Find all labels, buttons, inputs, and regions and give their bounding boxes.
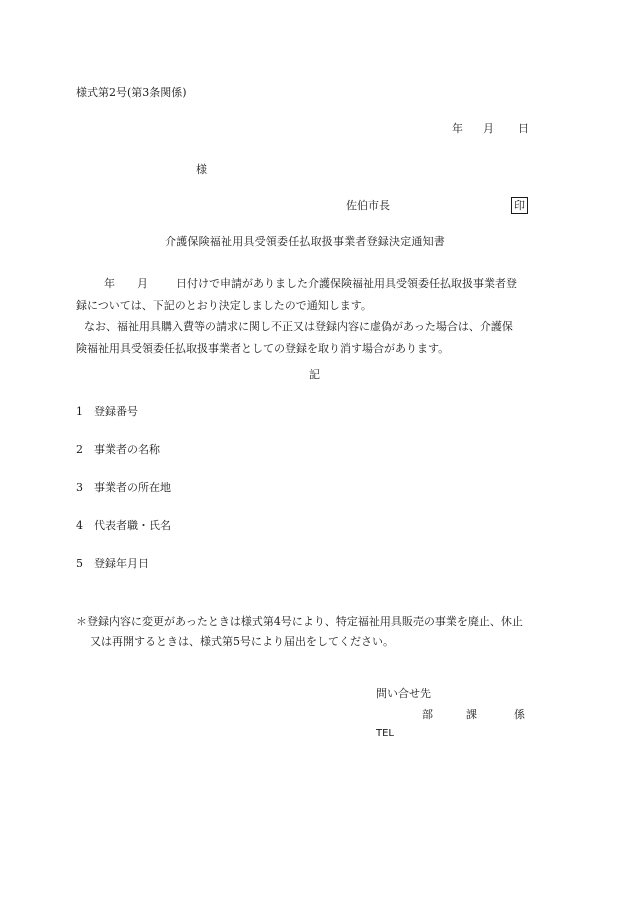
item-number: 2 <box>76 443 83 456</box>
list-item <box>76 406 138 417</box>
paragraph-1-line-2: 録については、下記のとおり決定しましたので通知します。 <box>76 298 372 312</box>
item-label: 登録年月日 <box>94 557 149 570</box>
item-label: 事業者の名称 <box>94 443 160 456</box>
contact-tel: TEL <box>376 728 394 739</box>
list-item <box>76 482 171 493</box>
document-title: 介護保険福祉用具受領委任払取扱事業者登録決定通知書 <box>165 235 445 248</box>
contact-block <box>376 688 536 748</box>
list-item <box>76 444 160 455</box>
contact-subsection: 係 <box>514 708 525 721</box>
date-month: 月 <box>483 122 494 135</box>
form-number: 様式第2号(第3条関係) <box>76 86 187 99</box>
item-number: 4 <box>76 519 83 532</box>
paragraph-1 <box>76 273 556 316</box>
item-number: 1 <box>76 405 83 418</box>
p1-line-1-text: 日付けで申請がありました介護保険福祉用具受領委任払取扱事業者登 <box>176 277 517 290</box>
contact-department: 部 <box>422 708 433 721</box>
addressee-suffix: 様 <box>196 163 207 176</box>
date-year: 年 <box>452 122 463 135</box>
p1-month: 月 <box>137 277 148 290</box>
list-item <box>76 558 149 569</box>
item-label: 登録番号 <box>94 405 138 418</box>
item-number: 3 <box>76 481 83 494</box>
note-line-2: 又は再開するときは、様式第5号により届出をしてください。 <box>90 634 394 648</box>
paragraph-2-line-1: なお、福祉用具購入費等の請求に関し不正又は登録内容に虚偽があった場合は、介護保 <box>84 320 513 333</box>
note <box>76 612 556 651</box>
paragraph-2 <box>76 316 556 359</box>
item-label: 事業者の所在地 <box>94 481 171 494</box>
item-label: 代表者職・氏名 <box>94 519 171 532</box>
seal-mark: 印 <box>511 197 528 214</box>
item-number: 5 <box>76 557 83 570</box>
contact-heading: 問い合せ先 <box>376 687 431 700</box>
body-text <box>76 273 556 359</box>
list-item <box>76 520 171 531</box>
paragraph-2-line-2: 険福祉用具受領委任払取扱事業者としての登録を取り消す場合があります。 <box>76 341 450 355</box>
p1-year: 年 <box>104 277 115 290</box>
ki-heading: 記 <box>309 368 320 381</box>
paragraph-1-line-1 <box>76 273 556 295</box>
date-day: 日 <box>518 122 529 135</box>
issuer: 佐伯市長 <box>346 199 390 212</box>
note-line-1: ＊登録内容に変更があったときは様式第4号により、特定福祉用具販売の事業を廃止、休止 <box>76 615 523 628</box>
contact-section: 課 <box>466 708 477 721</box>
